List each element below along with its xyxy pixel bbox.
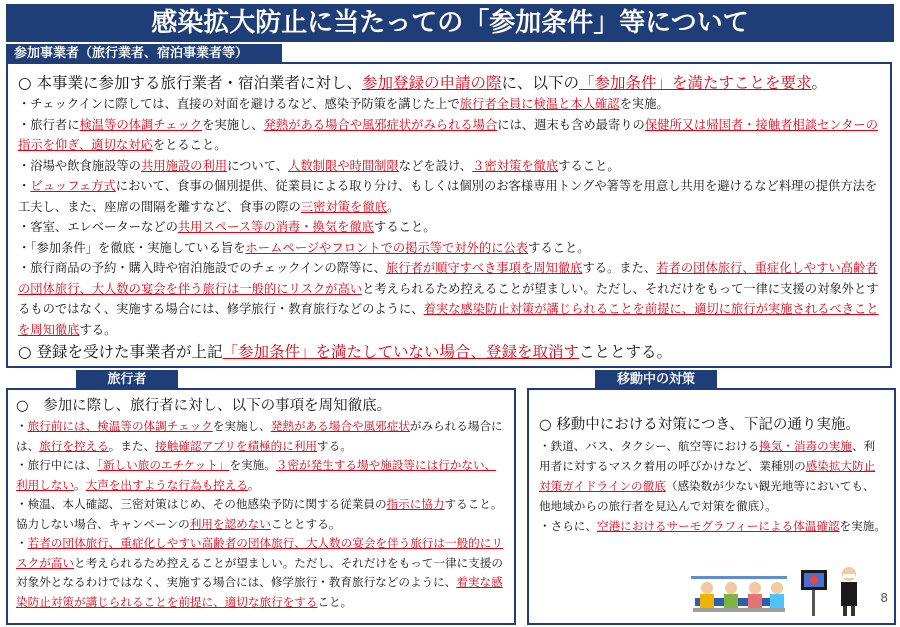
travelers-box bbox=[6, 388, 516, 625]
transit-item-guidelines: ・鉄道、バス、タクシー、航空等における換気・消毒の実施、利用者に対するマスク着用の呼びかけなど、業種別の感染拡大防止対策ガイドラインの徹底（感染数が少ない観光地等においても、他地域からの旅行者を見込んで対策を徹底）。 bbox=[539, 439, 876, 513]
page-title: 感染拡大防止に当たっての「参加条件」等について bbox=[6, 4, 894, 42]
travelers-lead: ○ 参加に際し、旅行者に対し、以下の事項を周知徹底。 bbox=[16, 398, 392, 414]
operators-item-checkin: ・チェックインに際しては、直接の対面を避けるなど、感染予防策を講じた上で旅行者全員に検温と本人確認を実施。 bbox=[18, 97, 669, 111]
page-number: 8 bbox=[880, 591, 888, 605]
operators-item-disinfection: ・客室、エレベーターなどの共用スペース等の消毒・換気を徹底すること。 bbox=[18, 220, 436, 234]
transit-tag: 移動中の対策 bbox=[595, 370, 717, 390]
travelers-tag: 旅行者 bbox=[76, 370, 178, 390]
operators-tag: 参加事業者（旅行業者、宿泊事業者等） bbox=[6, 44, 282, 64]
operators-item-shared-facilities: ・浴場や飲食施設等の共用施設の利用について、人数制限や時間制限などを設け、３密対策を徹底すること。 bbox=[18, 158, 620, 173]
travelers-item-cooperate: ・検温、本人確認、三密対策はじめ、その他感染予防に関する従業員の指示に協力すること。協力しない場合、キャンペーンの利用を認めないこととする。 bbox=[16, 497, 503, 531]
thermography-illustration bbox=[799, 560, 879, 618]
operators-closing: ○ 登録を受けた事業者が上記「参加条件」を満たしていない場合、登録を取消すこととする。 bbox=[18, 343, 672, 361]
travelers-item-during-trip: ・旅行中には、「新しい旅のエチケット」を実施。３密が発生する場や施設等には行かない、利用しない。大声を出すような行為も控える。 bbox=[16, 458, 497, 492]
operators-lead: ○ 本事業に参加する旅行業者・宿泊業者に対し、参加登録の申請の際に、以下の「参加条件」を満たすことを要求。 bbox=[18, 74, 828, 92]
transit-item-thermography: ・さらに、空港におけるサーモグラフィーによる体温確認を実施。 bbox=[539, 519, 886, 533]
operators-item-health-check: ・旅行者に検温等の体調チェックを実施し、発熱がある場合や風邪症状がみられる場合には、週末も含め最寄りの保健所又は帰国者・接触者相談センターの指示を仰ぎ、適切な対応をとること。 bbox=[18, 117, 878, 152]
operators-item-buffet: ・ビュッフェ方式において、食事の個別提供、従業員による取り分け、もしくは個別のお客様専用トングや箸等を用意し共用を避けるなど料理の提供方法を工夫し、また、座席の間隔を離すなど、食事の際の三密対策を徹底。 bbox=[18, 179, 878, 214]
operators-item-publicize: ・「参加条件」を徹底・実施している旨をホームページやフロントでの掲示等で対外的に公表すること。 bbox=[18, 240, 590, 255]
operators-box bbox=[6, 62, 892, 368]
travelers-item-before-trip: ・旅行前には、検温等の体調チェックを実施し、発熱がある場合や風邪症状がみられる場合には、旅行を控える。また、接触確認アプリを積極的に利用する。 bbox=[16, 419, 503, 453]
transit-box bbox=[527, 388, 896, 625]
transit-lead: ○ 移動中における対策につき、下記の通り実施。 bbox=[539, 417, 860, 433]
passengers-illustration bbox=[689, 570, 789, 618]
travelers-item-group-risk: ・若者の団体旅行、重症化しやすい高齢者の団体旅行、大人数の宴会を伴う旅行は一般的にリスクが高いと考えられるため控えることが望ましい。ただし、それだけをもって一律に支援の対象外となるわけではなく、実施する場合には、修学旅行・教育旅行などのように、着実な感染防止対策が講じられることを前提に、適切な旅行をすること。 bbox=[16, 536, 503, 609]
operators-item-guidance: ・旅行商品の予約・購入時や宿泊施設でのチェックインの際等に、旅行者が順守すべき事項を周知徹底する。また、若者の団体旅行、重症化しやすい高齢者の団体旅行、大人数の宴会を伴う旅行は一般的にリスクが高いと考えられるため控えることが望ましい。ただし、それだけをもって一律に支援の対象外とするものではなく、実施する場合には、修学旅行・教育旅行などのように、着実な感染防止対策が講じられることを前提に、適切に旅行が実施されるべきことを周知徹底する。 bbox=[18, 261, 879, 337]
